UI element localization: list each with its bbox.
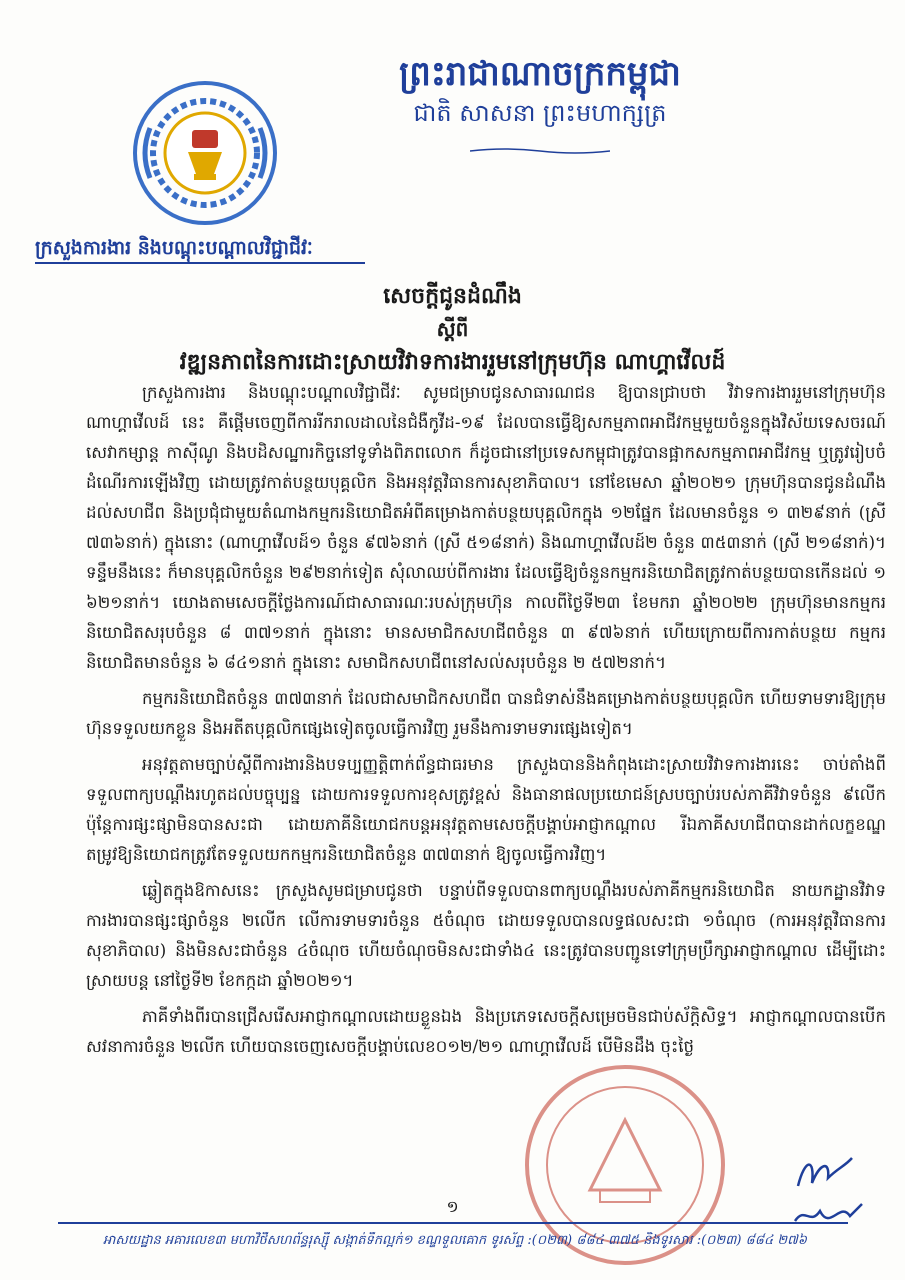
document-subtitle: ស្តីពី xyxy=(436,317,469,341)
page-number: ១ xyxy=(446,1197,459,1216)
document-title: សេចក្តីជូនដំណឹង xyxy=(383,283,522,309)
ministry-logo xyxy=(130,78,280,228)
ministry-divider xyxy=(35,262,365,264)
motto-divider xyxy=(470,140,610,142)
paragraph: ឆ្លៀតក្នុងឱកាសនេះ ក្រសួងសូមជម្រាបជូនថា បន្ទាប់ពីទទួលបានពាក្យបណ្តឹងរបស់ភាគីកម្មករនិយោជិត នាយកដ្ឋានវិវាទការងារបានផ្សះផ្សាចំនួន ២លើក លើការទាមទារចំនួន ៥ចំណុច ដោយទទួលបានលទ្ធផលសះជា ១ចំណុច (ការអនុវត្តវិធានការសុខាភិបាល) និងមិនសះជាចំនួន ៤ចំណុច ហើយចំណុចមិនសះជាទាំង៤ នេះត្រូវបានបញ្ជូនទៅក្រុមប្រឹក្សាអាជ្ញាកណ្តាល ដើម្បីដោះស្រាយបន្ត នៅថ្ងៃទី២ ខែកក្កដា ឆ្នាំ២០២១។ xyxy=(86,881,886,990)
ministry-name: ក្រសួងការងារ និងបណ្តុះបណ្តាលវិជ្ជាជីវៈ xyxy=(35,237,313,259)
paragraph: ក្រសួងការងារ និងបណ្តុះបណ្តាលវិជ្ជាជីវៈ សូមជម្រាបជូនសាធារណជន ឱ្យបានជ្រាបថា វិវាទការងាររួមនៅក្រុមហ៊ុន ណាហ្គាវើលដ៍ នេះ គឺផ្តើមចេញពីការរីករាលដាលនៃជំងឺកូវីដ-១៩ ដែលបានធ្វើឱ្យសកម្មភាពអាជីវកម្មមួយចំនួនក្នុងវិស័យទេសចរណ៍ សេវាកម្សាន្ត កាស៊ីណូ និងបដិសណ្ឋារកិច្ចនៅទូទាំងពិភពលោក ក៏ដូចជានៅប្រទេសកម្ពុជាត្រូវបានផ្អាកសកម្មភាពអាជីវកម្ម ឬត្រូវរៀបចំដំណើរការឡើងវិញ ដោយត្រូវកាត់បន្ថយបុគ្គលិក និងអនុវត្តវិធានការសុខាភិបាល។ នៅខែមេសា ឆ្នាំ២០២១ ក្រុមហ៊ុនបានជូនដំណឹងដល់សហជីព និងប្រជុំជាមួយតំណាងកម្មករនិយោជិតអំពីគម្រោងកាត់បន្ថយបុគ្គលិកក្នុង ១២ផ្នែក ដែលមានចំនួន ១ ៣២៩នាក់ (ស្រី ៧៣៦នាក់) ក្នុងនោះ (ណាហ្គាវើលដ៍១ ចំនួន ៩៧៦នាក់ (ស្រី ៥១៨នាក់) និងណាហ្គាវើលដ៍២ ចំនួន ៣៥៣នាក់ (ស្រី ២១៨នាក់)។ ទន្ទឹមនឹងនេះ ក៏មានបុគ្គលិកចំនួន ២៩២នាក់ទៀត សុំលាឈប់ពីការងារ ដែលធ្វើឱ្យចំនួនកម្មករនិយោជិតត្រូវកាត់បន្ថយបានកើនដល់ ១ ៦២១នាក់។ យោងតាមសេចក្តីថ្លែងការណ៍ជាសាធារណៈរបស់ក្រុមហ៊ុន កាលពីថ្ងៃទី២៣ ខែមករា ឆ្នាំ២០២២ ក្រុមហ៊ុនមានកម្មករនិយោជិតសរុបចំនួន ៨ ៣៧១នាក់ ក្នុងនោះ មានសមាជិកសហជីពចំនួន ៣ ៩៧៦នាក់ ហើយក្រោយពីការកាត់បន្ថយ កម្មករនិយោជិតមានចំនួន ៦ ៨៤១នាក់ ក្នុងនោះ សមាជិកសហជីពនៅសល់សរុបចំនួន ២ ៥៧២នាក់។ xyxy=(86,383,886,672)
document-topic: វឌ្ឍនភាពនៃការដោះស្រាយវិវាទការងាររួមនៅក្រុមហ៊ុន ណាហ្គាវើលដ៍ xyxy=(179,349,726,375)
paragraph: ភាគីទាំងពីរបានជ្រើសរើសអាជ្ញាកណ្តាលដោយខ្លួនឯង និងប្រភេទសេចក្តីសម្រេចមិនជាប់ស័ក្តិសិទ្ធ។ អាជ្ញាកណ្តាលបានបើកសវនាការចំនួន ២លើក ហើយបានចេញសេចក្តីបង្គាប់លេខ០១២/២១ ណាហ្គាវើលដ៍ បើមិនដឹង ចុះថ្ងៃ xyxy=(86,1007,886,1056)
paragraph: អនុវត្តតាមច្បាប់ស្តីពីការងារនិងបទប្បញ្ញត្តិពាក់ព័ន្ធជាធរមាន ក្រសួងបាននិងកំពុងដោះស្រាយវិវាទការងារនេះ ចាប់តាំងពីទទួលពាក្យបណ្តឹងរហូតដល់បច្ចុប្បន្ន ដោយការទទួលការខុសត្រូវខ្ពស់ និងធានាផលប្រយោជន៍ស្របច្បាប់របស់ភាគីវិវាទចំនួន ៩លើក ប៉ុន្តែការផ្សះផ្សាមិនបានសះជា ដោយភាគីនិយោជកបន្តអនុវត្តតាមសេចក្តីបង្គាប់អាជ្ញាកណ្តាល រីឯភាគីសហជីពបានដាក់លក្ខខណ្ឌតម្រូវឱ្យនិយោជកត្រូវតែទទួលយកកម្មករនិយោជិតចំនួន ៣៧៣នាក់ ឱ្យចូលធ្វើការវិញ។ xyxy=(86,755,886,864)
national-motto: ជាតិ សាសនា ព្រះមហាក្សត្រ xyxy=(413,99,667,127)
document-body xyxy=(86,378,886,1068)
signature-initials xyxy=(790,1148,860,1198)
paragraph: កម្មករនិយោជិតចំនួន ៣៧៣នាក់ ដែលជាសមាជិកសហជីព បានជំទាស់នឹងគម្រោងកាត់បន្ថយបុគ្គលិក ហើយទាមទារឱ្យក្រុមហ៊ុនទទួលយកខ្លួន និងអតីតបុគ្គលិកផ្សេងទៀតចូលធ្វើការវិញ រួមនឹងការទាមទារផ្សេងទៀត។ xyxy=(86,689,886,738)
kingdom-heading: ព្រះរាជាណាចក្រកម្ពុជា xyxy=(399,54,681,94)
footer-divider xyxy=(58,1222,848,1224)
footer-address: អាសយដ្ឋាន អគារលេខ៣ មហាវិថីសហព័ន្ធរុស្ស៊ី សង្កាត់ទឹកល្អក់១ ខណ្ឌទួលគោក ទូរស័ព្ទ :(០២៣) ៨៨៤ ៣៧៥ និងទូរសារ :(០២៣) ៨៨៤ ២៧៦ xyxy=(102,1233,807,1248)
